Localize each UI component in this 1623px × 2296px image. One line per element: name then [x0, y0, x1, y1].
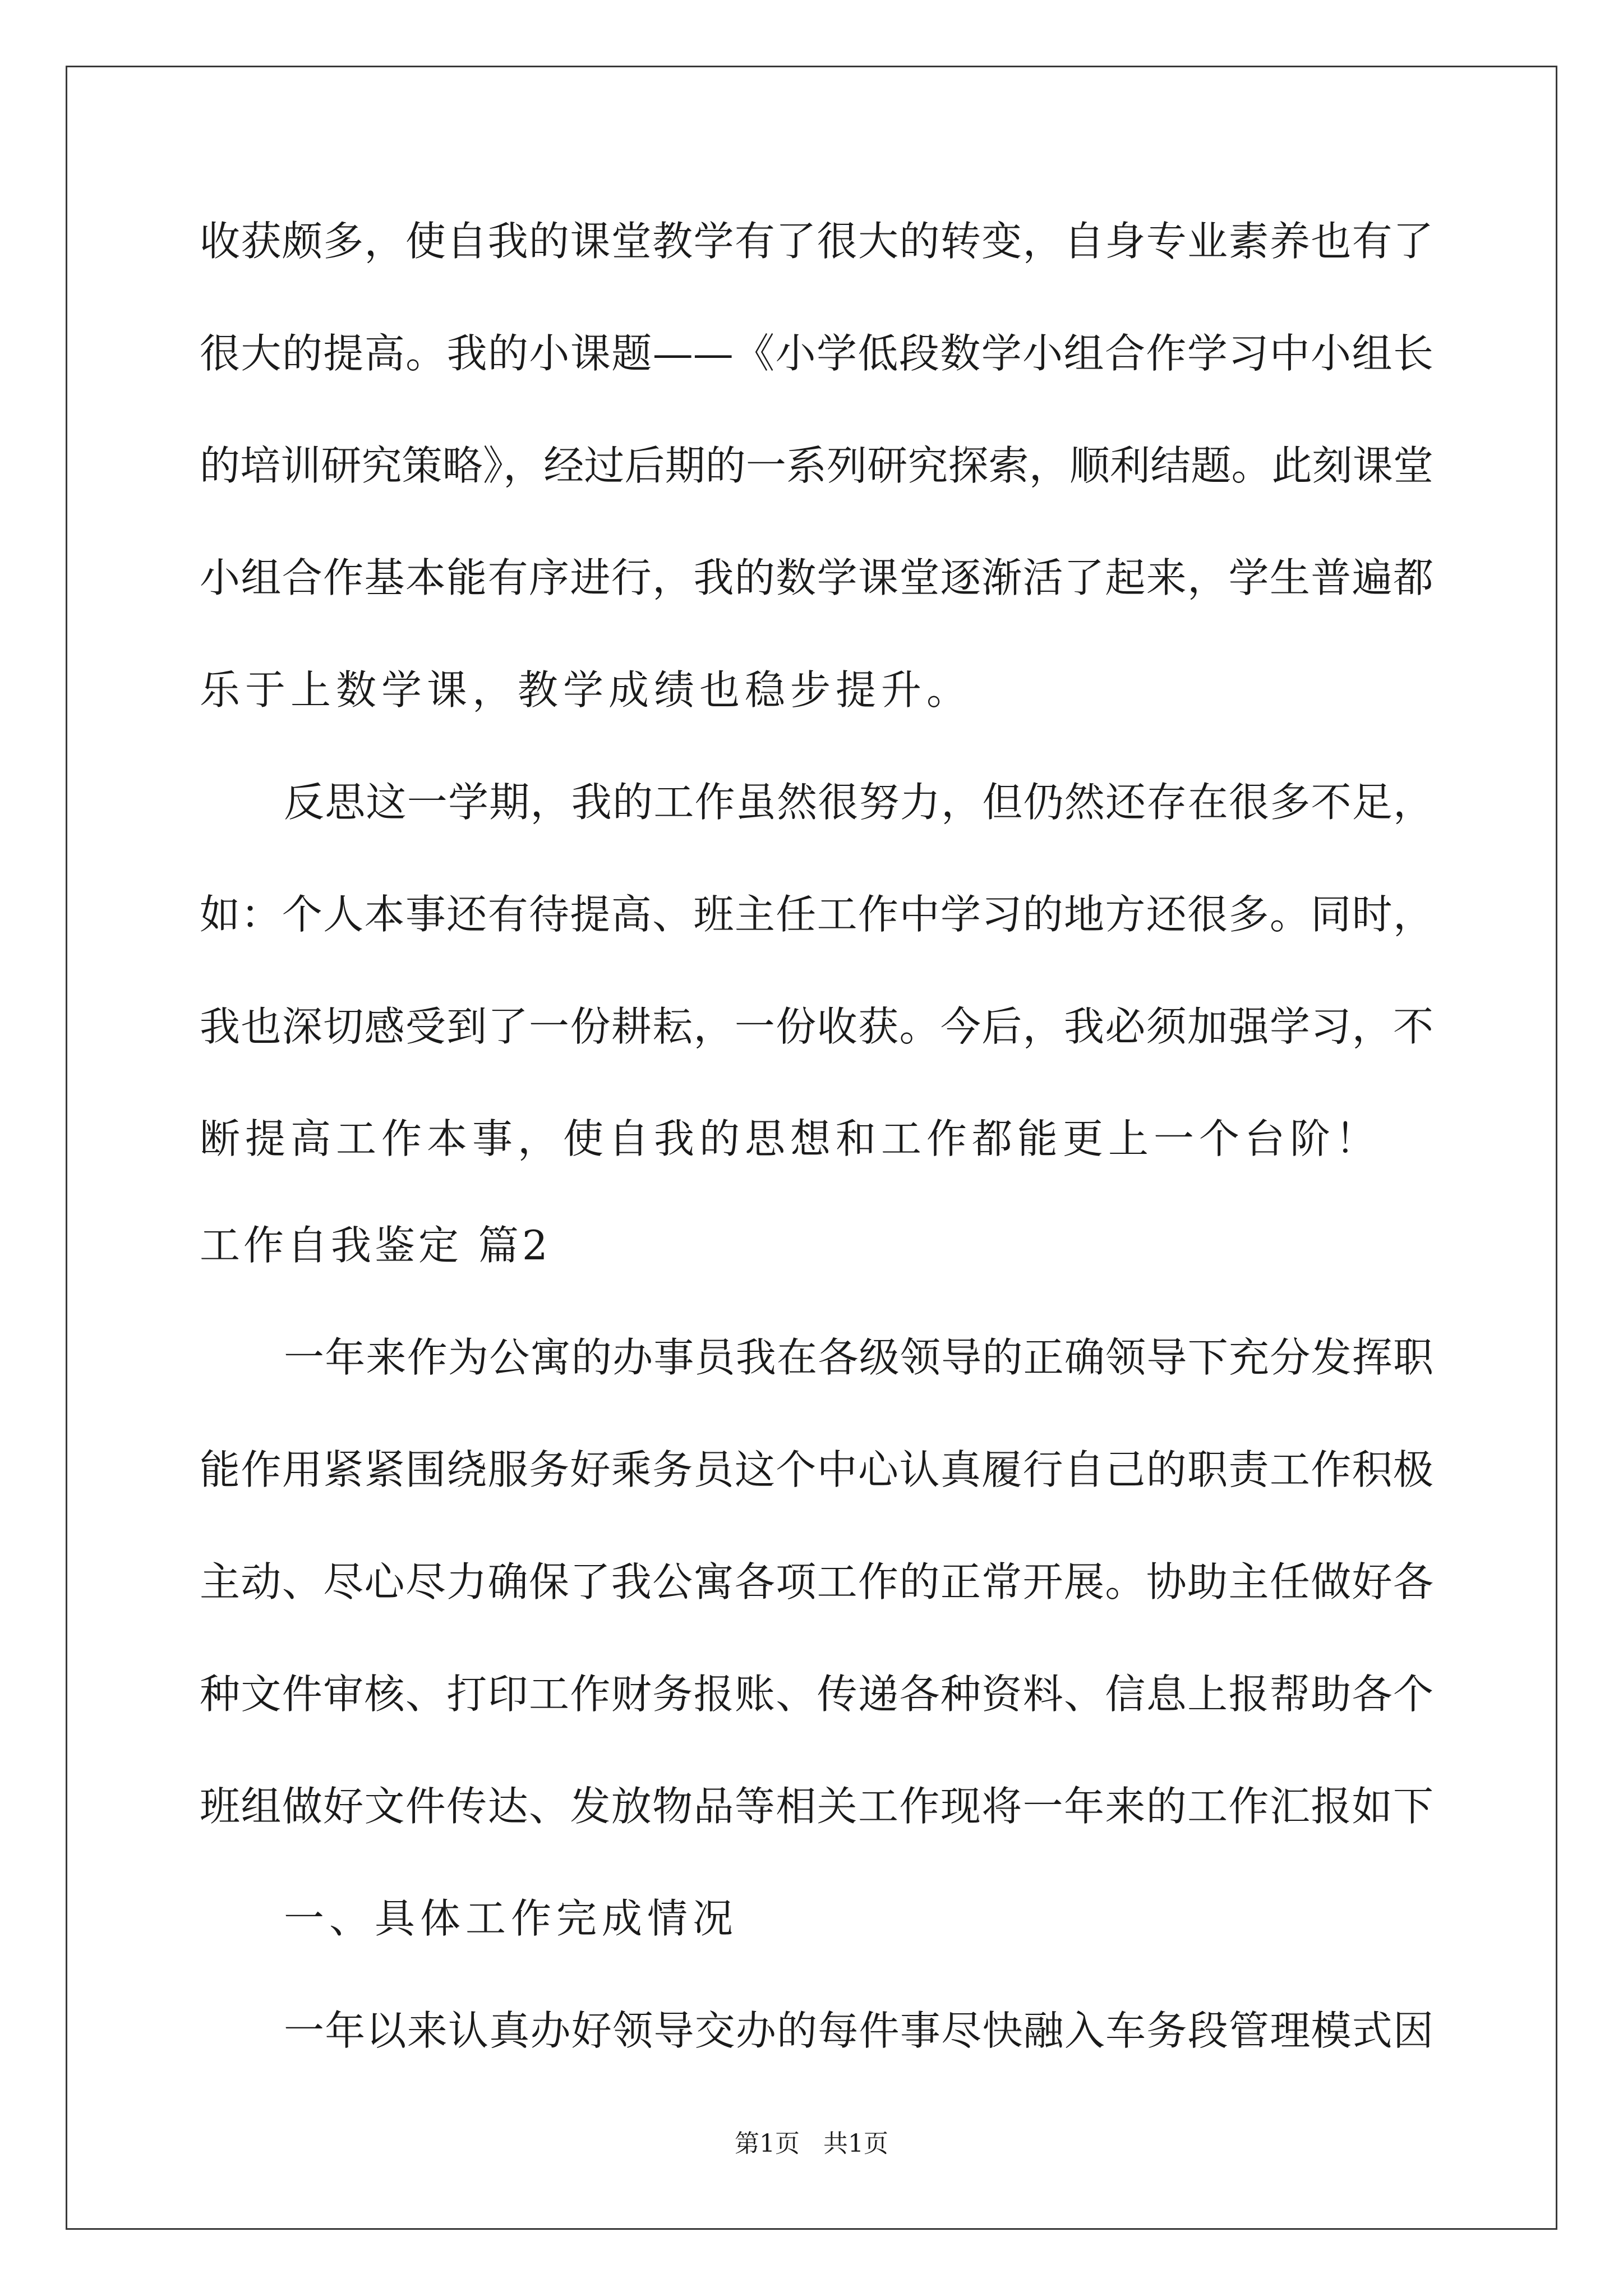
body-text-line: 主动、尽心尽力确保了我公寓各项工作的正常开展。协助主任做好各	[200, 1558, 1433, 1605]
body-text-line: 如：个人本事还有待提高、班主任工作中学习的地方还很多。同时，	[200, 891, 1433, 938]
body-text-line: 很大的提高。我的小课题——《小学低段数学小组合作学习中小组长	[200, 330, 1433, 377]
body-text-line: 一年来作为公寓的办事员我在各级领导的正确领导下充分发挥职	[284, 1334, 1433, 1381]
body-text-line: 能作用紧紧围绕服务好乘务员这个中心认真履行自己的职责工作积极	[200, 1446, 1433, 1493]
body-text-line: 小组合作基本能有序进行，我的数学课堂逐渐活了起来，学生普遍都	[200, 554, 1433, 601]
body-text-line: 的培训研究策略》，经过后期的一系列研究探索，顺利结题。此刻课堂	[200, 442, 1433, 489]
body-text-line: 班组做好文件传达、发放物品等相关工作现将一年来的工作汇报如下	[200, 1783, 1433, 1830]
body-text-line: 一年以来认真办好领导交办的每件事尽快融入车务段管理模式因	[284, 2007, 1433, 2054]
page-footer: 第1页 共1页	[735, 2129, 888, 2158]
body-text-line: 反思这一学期，我的工作虽然很努力，但仍然还存在很多不足，	[284, 779, 1433, 826]
body-text-line: 断提高工作本事，使自我的思想和工作都能更上一个台阶！	[200, 1115, 1381, 1162]
body-text-line: 乐于上数学课，教学成绩也稳步提升。	[200, 666, 972, 714]
body-text-line: 收获颇多，使自我的课堂教学有了很大的转变，自身专业素养也有了	[200, 218, 1433, 265]
section-heading: 工作自我鉴定 篇2	[200, 1222, 551, 1269]
body-text-line: 种文件审核、打印工作财务报账、传递各种资料、信息上报帮助各个	[200, 1671, 1433, 1718]
body-text-line: 一、具体工作完成情况	[284, 1895, 739, 1942]
body-text-line: 我也深切感受到了一份耕耘，一份收获。今后，我必须加强学习，不	[200, 1003, 1433, 1050]
